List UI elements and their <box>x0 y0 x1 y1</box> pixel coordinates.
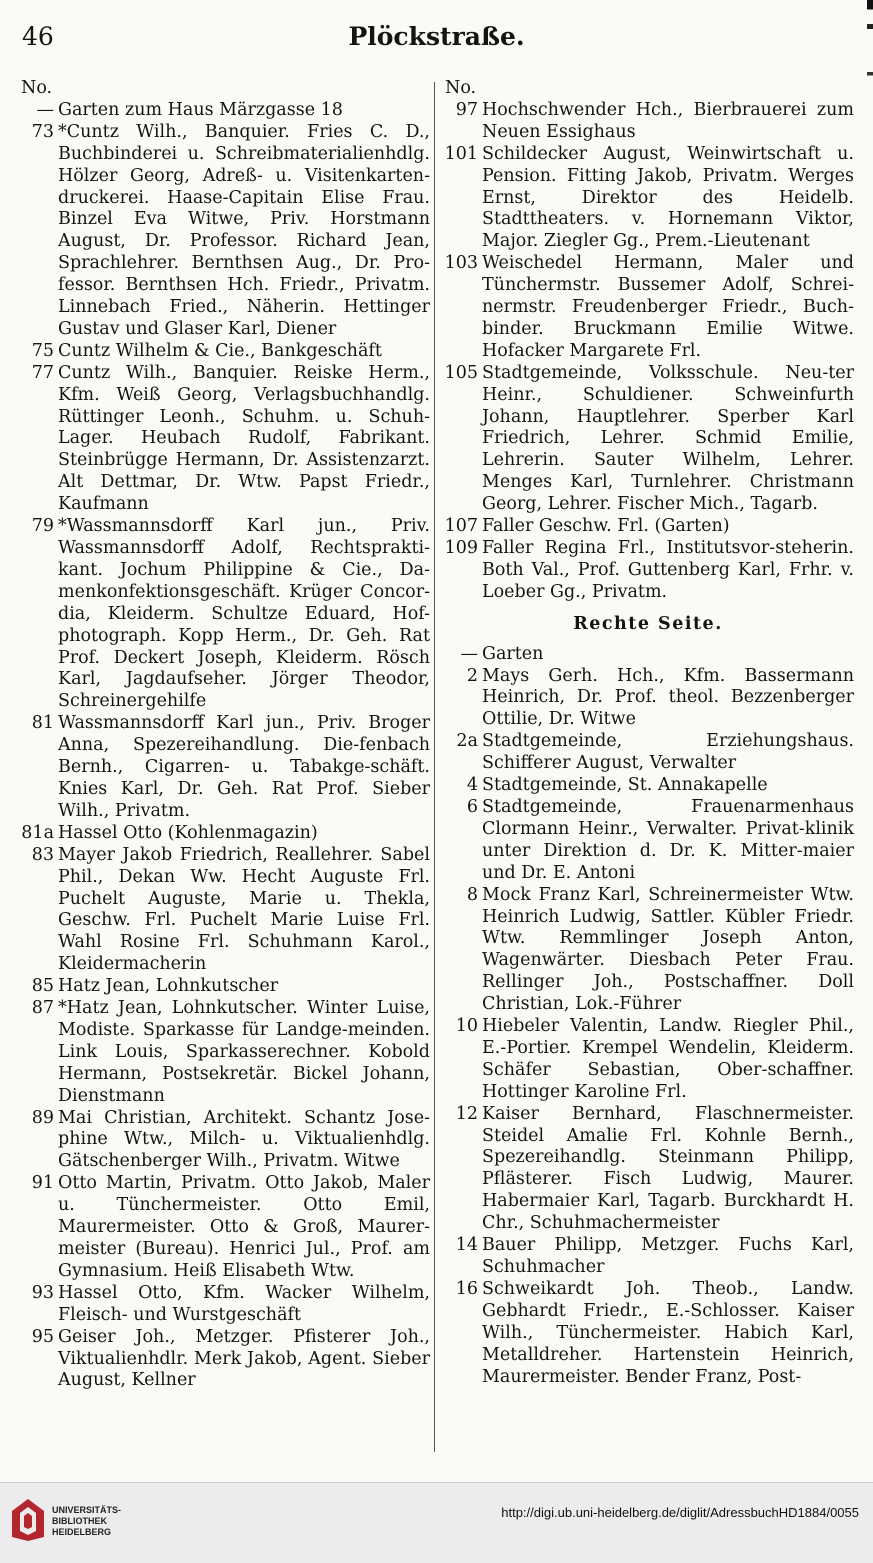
house-number: 85 <box>31 976 54 997</box>
resident-list-text: *Cuntz Wilh., Banquier. Fries C. D., Buchbinderei u. Schreibmaterialienhdlg. Hölzer Georg, Adreß- u. Visitenkarten-druckerei. Haase-Capitain Elise Frau. Binzel Eva Witwe, Priv. Horstmann August, Dr. Professor. Richard Jean, Sprachlehrer. Bernthsen Aug., Dr. Pro-fessor. Bernthsen Hch. Friedr., Privatm. Linnebach Fried., Näherin. Hettinger Gustav und Glaser Karl, Diener <box>58 121 430 339</box>
house-number: 95 <box>31 1326 54 1347</box>
address-entry <box>442 1016 854 1104</box>
resident-list-text: Hassel Otto, Kfm. Wacker Wilhelm, Fleisch- und Wurstgeschäft <box>58 1282 430 1325</box>
resident-list-text: Hassel Otto (Kohlenmagazin) <box>58 822 318 843</box>
right-column <box>442 78 854 1458</box>
address-entry <box>18 516 430 713</box>
page-header <box>0 22 873 62</box>
house-number: 10 <box>455 1016 478 1037</box>
address-entry <box>442 885 854 1016</box>
resident-list-text: Cuntz Wilh., Banquier. Reiske Herm., Kfm. Weiß Georg, Verlagsbuchhandlg. Rüttinger Leonh., Schuhm. u. Schuh-Lager. Heubach Rudolf, Fabrikant. Steinbrügge Hermann, Dr. Assistenzarzt. Alt Dettmar, Dr. Wtw. Papst Friedr., Kaufmann <box>58 362 430 515</box>
address-entry <box>442 538 854 604</box>
house-number: 109 <box>444 538 478 559</box>
resident-list-text: Mock Franz Karl, Schreinermeister Wtw. Heinrich Ludwig, Sattler. Kübler Friedr. Wtw. Remmlinger Joseph Anton, Wagenwärter. Diesbach Peter Frau. Rellinger Joh., Postschaffner. Doll Christian, Lok.-Führer <box>482 884 854 1015</box>
house-number: 16 <box>455 1278 478 1299</box>
house-number: 91 <box>31 1173 54 1194</box>
address-entry <box>442 731 854 775</box>
address-entry <box>18 1108 430 1174</box>
resident-list-text: Schweikardt Joh. Theob., Landw. Gebhardt Friedr., E.-Schlosser. Kaiser Wilh., Tünchermeister. Habich Karl, Metalldreher. Hartenstein Heinrich, Maurermeister. Bender Franz, Post- <box>482 1278 854 1387</box>
page-title: Plöckstraße. <box>348 22 525 51</box>
resident-list-text: Mayer Jakob Friedrich, Reallehrer. Sabel Phil., Dekan Ww. Hecht Auguste Frl. Puchelt Auguste, Marie u. Thekla, Geschw. Frl. Puchelt Marie Luise Frl. Wahl Rosine Frl. Schuhmann Karol., Kleidermacherin <box>58 844 430 975</box>
address-entry <box>18 341 430 363</box>
right-side-entry-list <box>442 644 854 1389</box>
address-entry <box>442 1104 854 1235</box>
resident-list-text: Garten zum Haus Märzgasse 18 <box>58 99 343 120</box>
resident-list-text: Mai Christian, Architekt. Schantz Jose-phine Wtw., Milch- u. Viktualienhdlg. Gätschenberger Wilh., Privatm. Witwe <box>58 1107 430 1172</box>
house-number: 97 <box>455 99 478 120</box>
source-url-link[interactable]: http://digi.ub.uni-heidelberg.de/diglit/AdressbuchHD1884/0055 <box>501 1505 859 1520</box>
resident-list-text: *Hatz Jean, Lohnkutscher. Winter Luise, Modiste. Sparkasse für Landge-meinden. Link Louis, Sparkasserechner. Kobold Hermann, Postsekretär. Bickel Johann, Dienstmann <box>58 998 430 1106</box>
house-number: 73 <box>31 121 54 142</box>
right-entry-list <box>442 100 854 604</box>
resident-list-text: Garten <box>482 643 544 664</box>
house-number: 93 <box>31 1282 54 1303</box>
address-entry <box>18 976 430 998</box>
resident-list-text: Hiebeler Valentin, Landw. Riegler Phil., E.-Portier. Krempel Wendelin, Kleiderm. Schäfer Sebastian, Ober-schaffner. Hottinger Karoline Frl. <box>482 1016 854 1102</box>
resident-list-text: Mays Gerh. Hch., Kfm. Bassermann Heinrich, Dr. Prof. theol. Bezzenberger Ottilie, Dr. Witwe <box>482 665 854 730</box>
university-library-logo-icon <box>10 1497 46 1543</box>
house-number: 107 <box>444 516 478 537</box>
address-entry <box>442 516 854 538</box>
house-number: 87 <box>31 998 54 1019</box>
address-entry <box>442 797 854 885</box>
column-header: No. <box>445 78 477 98</box>
house-number: 81 <box>31 713 54 734</box>
house-number: 81a <box>21 822 54 843</box>
house-number: 2a <box>456 731 478 752</box>
address-entry <box>18 845 430 976</box>
address-entry <box>442 1235 854 1279</box>
house-number: 8 <box>466 884 478 905</box>
house-number: 105 <box>444 362 478 383</box>
house-number: 77 <box>31 362 54 383</box>
section-title: Rechte Seite. <box>573 613 723 634</box>
house-number: 6 <box>466 796 478 817</box>
address-entry <box>18 1283 430 1327</box>
address-entry <box>18 998 430 1108</box>
house-number: 12 <box>455 1103 478 1124</box>
house-number: 103 <box>444 253 478 274</box>
resident-list-text: Cuntz Wilhelm & Cie., Bankgeschäft <box>58 340 382 361</box>
resident-list-text: Geiser Joh., Metzger. Pfisterer Joh., Viktualienhdlr. Merk Jakob, Agent. Sieber August, Kellner <box>58 1326 430 1391</box>
left-column <box>18 78 430 1458</box>
directory-columns <box>18 78 854 1458</box>
address-entry <box>442 253 854 363</box>
column-divider <box>434 82 435 1452</box>
resident-list-text: Stadtgemeinde, Erziehungshaus. Schifferer August, Verwalter <box>482 731 854 774</box>
resident-list-text: Hochschwender Hch., Bierbrauerei zum Neuen Essighaus <box>482 99 854 142</box>
page-number: 46 <box>22 22 54 51</box>
resident-list-text: Stadtgemeinde, Frauenarmenhaus Clormann Heinr., Verwalter. Privat-klinik unter Direktion d. Dr. K. Mitter-maier und Dr. E. Antoni <box>482 796 854 883</box>
address-entry <box>442 644 854 666</box>
address-entry <box>442 144 854 254</box>
resident-list-text: Otto Martin, Privatm. Otto Jakob, Maler u. Tünchermeister. Otto Emil, Maurermeister. Otto & Groß, Maurer-meister (Bureau). Henrici Jul., Prof. am Gymnasium. Heiß Elisabeth Wtw. <box>58 1173 430 1281</box>
address-entry <box>442 666 854 732</box>
house-number: — <box>36 99 54 120</box>
resident-list-text: *Wassmannsdorff Karl jun., Priv. Wassmannsdorff Adolf, Rechtsprakti-kant. Jochum Philippine & Cie., Da-menkonfektionsgeschäft. Krüger Concor-dia, Kleiderm. Schultze Eduard, Hof-photograph. Kopp Herm., Dr. Geh. Rat Prof. Deckert Joseph, Kleiderm. Rösch Karl, Jagdaufseher. Jörger Theodor, Schreinergehilfe <box>58 516 430 712</box>
resident-list-text: Bauer Philipp, Metzger. Fuchs Karl, Schuhmacher <box>482 1235 854 1278</box>
footer-bar <box>0 1482 873 1563</box>
resident-list-text: Stadtgemeinde, St. Annakapelle <box>482 775 768 796</box>
address-entry <box>18 713 430 823</box>
scan-edge-mark <box>867 0 873 120</box>
address-entry <box>18 1173 430 1283</box>
house-number: 14 <box>455 1235 478 1256</box>
address-entry <box>442 100 854 144</box>
address-entry <box>18 363 430 516</box>
resident-list-text: Kaiser Bernhard, Flaschnermeister. Steidel Amalie Frl. Kohnle Bernh., Spezereihandlg. Steinmann Philipp, Pflästerer. Fisch Ludwig, Maurer. Habermaier Karl, Tagarb. Burckhardt H. Chr., Schuhmachermeister <box>482 1103 854 1234</box>
address-entry <box>18 100 430 122</box>
resident-list-text: Wassmannsdorff Karl jun., Priv. Broger Anna, Spezereihandlung. Die-fenbach Bernh., Cigarren- u. Tabakge-schäft. Knies Karl, Dr. Geh. Rat Prof. Sieber Wilh., Privatm. <box>58 713 430 821</box>
resident-list-text: Schildecker August, Weinwirtschaft u. Pension. Fitting Jakob, Privatm. Werges Ernst, Direktor des Heidelb. Stadttheaters. v. Hornemann Viktor, Major. Ziegler Gg., Prem.-Lieutenant <box>482 143 854 252</box>
house-number: — <box>460 643 478 664</box>
resident-list-text: Faller Regina Frl., Institutsvor-steherin. Both Val., Prof. Guttenberg Karl, Frhr. v. Loeber Gg., Privatm. <box>482 538 854 602</box>
resident-list-text: Hatz Jean, Lohnkutscher <box>58 976 279 997</box>
house-number: 2 <box>466 665 478 686</box>
house-number: 79 <box>31 516 54 537</box>
resident-list-text: Weischedel Hermann, Maler und Tünchermstr. Bussemer Adolf, Schrei-nermstr. Freudenberger Friedr., Buch-binder. Bruckmann Emilie Witwe. Hofacker Margarete Frl. <box>482 253 854 361</box>
address-entry <box>18 1327 430 1393</box>
house-number: 101 <box>444 143 478 164</box>
address-entry <box>442 775 854 797</box>
address-entry <box>442 1279 854 1389</box>
house-number: 4 <box>466 775 478 796</box>
address-entry <box>18 823 430 845</box>
library-name: UNIVERSITÄTS- BIBLIOTHEK HEIDELBERG <box>52 1505 122 1537</box>
house-number: 89 <box>31 1107 54 1128</box>
column-header: No. <box>21 78 53 98</box>
resident-list-text: Stadtgemeinde, Volksschule. Neu-ter Heinr., Schuldiener. Schweinfurth Johann, Hauptlehrer. Sperber Karl Friedrich, Lehrer. Schmid Emilie, Lehrerin. Sauter Wilhelm, Lehrer. Menges Karl, Turnlehrer. Christmann Georg, Lehrer. Fischer Mich., Tagarb. <box>482 362 854 515</box>
address-entry <box>442 363 854 516</box>
address-entry <box>18 122 430 341</box>
left-entry-list <box>18 100 430 1392</box>
house-number: 75 <box>31 340 54 361</box>
house-number: 83 <box>31 844 54 865</box>
resident-list-text: Faller Geschw. Frl. (Garten) <box>482 516 730 537</box>
